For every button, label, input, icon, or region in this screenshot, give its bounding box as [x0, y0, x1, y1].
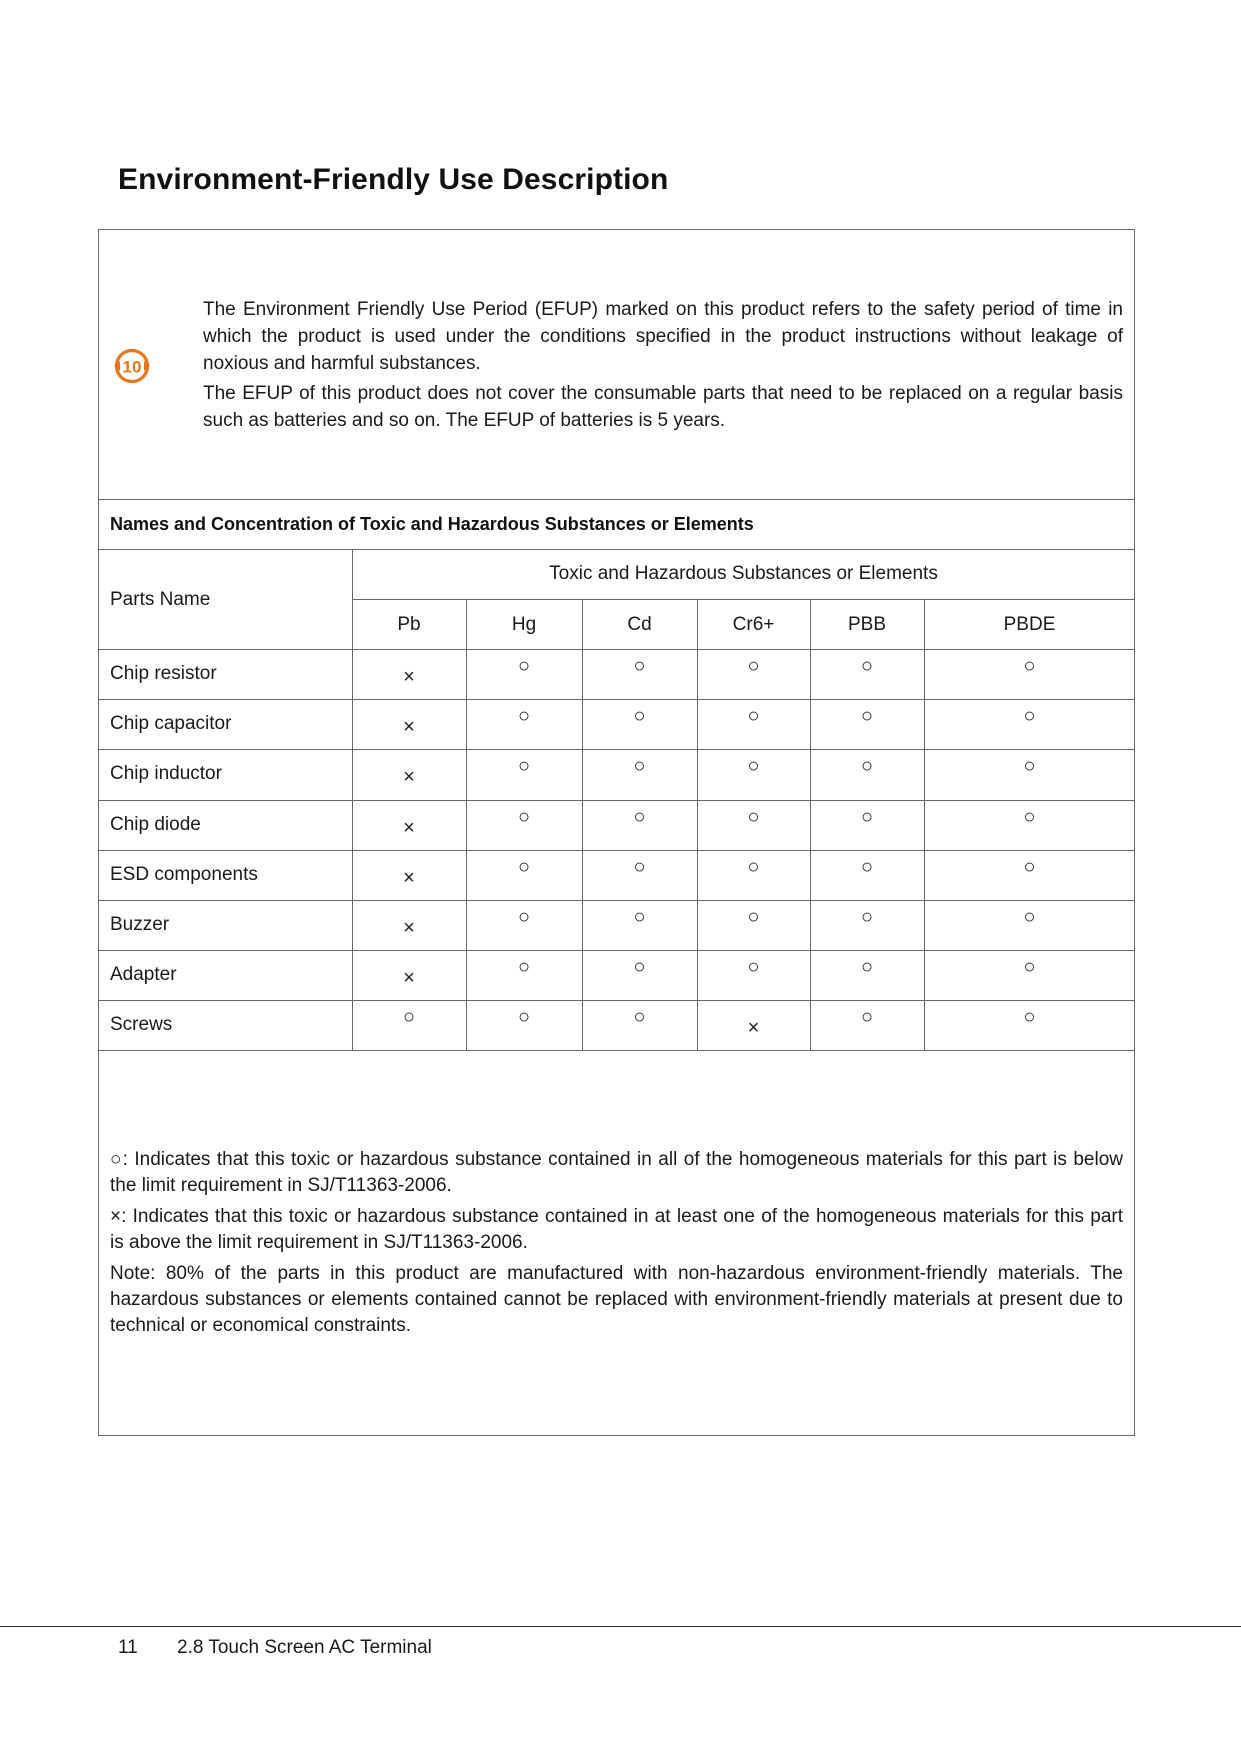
rule-section-title-bottom — [98, 549, 1135, 550]
rule-row-2 — [98, 749, 1135, 750]
circle-mark: ○ — [633, 956, 646, 978]
circle-mark: ○ — [860, 806, 874, 828]
circle-mark: ○ — [860, 906, 874, 928]
circle-mark: ○ — [517, 1006, 531, 1028]
circle-mark: ○ — [860, 655, 874, 677]
circle-mark: ○ — [1023, 655, 1036, 677]
circle-mark: ○ — [747, 906, 760, 928]
circle-mark: ○ — [517, 856, 531, 878]
page-title: Environment-Friendly Use Description — [118, 163, 669, 196]
circle-mark: ○ — [1023, 705, 1036, 727]
circle-legend: ○: Indicates that this toxic or hazardous substance contained in all of the homogeneous materials for this part is below the limit requirement in SJ/T11363-2006. — [110, 1149, 1123, 1196]
circle-mark: ○ — [633, 655, 646, 677]
circle-mark: ○ — [747, 755, 760, 777]
rule-row-5 — [98, 900, 1135, 901]
substances-group-header: Toxic and Hazardous Substances or Elements — [549, 563, 938, 584]
circle-mark: ○ — [860, 856, 874, 878]
column-header-pb: Pb — [397, 614, 421, 635]
cross-mark: × — [403, 716, 415, 738]
cross-legend: ×: Indicates that this toxic or hazardous substance contained in at least one of the homogeneous materials for this part is above the limit requirement in SJ/T11363-2006. — [110, 1206, 1123, 1253]
document-name: 2.8 Touch Screen AC Terminal — [177, 1637, 432, 1658]
cross-mark: × — [403, 867, 415, 889]
circle-mark: ○ — [517, 956, 531, 978]
circle-mark: ○ — [1023, 956, 1036, 978]
cross-mark: × — [403, 817, 415, 839]
rule-table-bottom — [98, 1050, 1135, 1051]
cross-mark: × — [403, 967, 415, 989]
column-header-cd: Cd — [627, 614, 652, 635]
cross-mark: × — [403, 666, 415, 688]
efup-icon-label: 10 — [122, 357, 142, 377]
manufacture-note: Note: 80% of the parts in this product are manufactured with non-hazardous environment-friendly materials. The hazardous substances or elements contained cannot be replaced with environment-friendly materials at present due to technical or economical constraints. — [110, 1263, 1123, 1336]
circle-mark: ○ — [633, 755, 646, 777]
cross-mark: × — [403, 917, 415, 939]
circle-mark: ○ — [1023, 1006, 1036, 1028]
circle-mark: ○ — [1023, 906, 1036, 928]
part-name: Chip diode — [110, 814, 201, 835]
parts-name-header: Parts Name — [110, 589, 211, 610]
circle-mark: ○ — [747, 655, 760, 677]
rule-row-3 — [98, 800, 1135, 801]
part-name: Chip resistor — [110, 663, 217, 684]
rule-row-4 — [98, 850, 1135, 851]
circle-mark: ○ — [517, 655, 531, 677]
circle-mark: ○ — [633, 1006, 646, 1028]
column-header-hg: Hg — [511, 614, 537, 635]
circle-mark: ○ — [747, 956, 760, 978]
rule-intro-bottom — [98, 499, 1135, 500]
part-name: Screws — [110, 1014, 173, 1035]
circle-mark: ○ — [747, 705, 760, 727]
circle-mark: ○ — [860, 705, 874, 727]
circle-mark: ○ — [517, 755, 531, 777]
column-header-cr6: Cr6+ — [732, 614, 775, 635]
circle-mark: ○ — [747, 856, 760, 878]
circle-mark: ○ — [860, 755, 874, 777]
rule-row-1 — [98, 699, 1135, 700]
part-name: ESD components — [110, 864, 258, 885]
circle-mark: ○ — [1023, 755, 1036, 777]
table-section-title: Names and Concentration of Toxic and Hazardous Substances or Elements — [110, 514, 754, 534]
circle-mark: ○ — [633, 705, 646, 727]
rule-group-header-bottom — [352, 599, 1135, 600]
efup-description — [203, 296, 1123, 437]
legend-notes — [110, 1147, 1123, 1344]
circle-mark: ○ — [402, 1006, 416, 1028]
efup-10-icon — [111, 345, 153, 387]
circle-mark: ○ — [1023, 856, 1036, 878]
rule-row-7 — [98, 1000, 1135, 1001]
circle-mark: ○ — [517, 806, 531, 828]
column-header-pbde: PBDE — [1003, 614, 1056, 635]
footer-rule — [0, 1626, 1241, 1627]
circle-mark: ○ — [517, 906, 531, 928]
rule-header-bottom — [98, 649, 1135, 650]
circle-mark: ○ — [633, 856, 646, 878]
part-name: Chip inductor — [110, 763, 222, 784]
circle-mark: ○ — [633, 806, 646, 828]
part-name: Buzzer — [110, 914, 170, 935]
column-header-pbb: PBB — [847, 614, 887, 635]
circle-mark: ○ — [747, 806, 760, 828]
efup-paragraph-1: The Environment Friendly Use Period (EFUP) marked on this product refers to the safety period of time in which the product is used under the conditions specified in the product instructions without leakage of noxious and harmful substances. — [203, 299, 1123, 374]
cross-mark: × — [403, 766, 415, 788]
circle-mark: ○ — [633, 906, 646, 928]
part-name: Chip capacitor — [110, 713, 232, 734]
page-number: 11 — [118, 1637, 138, 1658]
part-name: Adapter — [110, 964, 177, 985]
circle-mark: ○ — [860, 1006, 874, 1028]
circle-mark: ○ — [517, 705, 531, 727]
cross-mark: × — [747, 1017, 760, 1039]
circle-mark: ○ — [1023, 806, 1036, 828]
rule-row-6 — [98, 950, 1135, 951]
circle-mark: ○ — [860, 956, 874, 978]
efup-paragraph-2: The EFUP of this product does not cover the consumable parts that need to be replaced on a regular basis such as batteries and so on. The EFUP of batteries is 5 years. — [203, 383, 1123, 431]
